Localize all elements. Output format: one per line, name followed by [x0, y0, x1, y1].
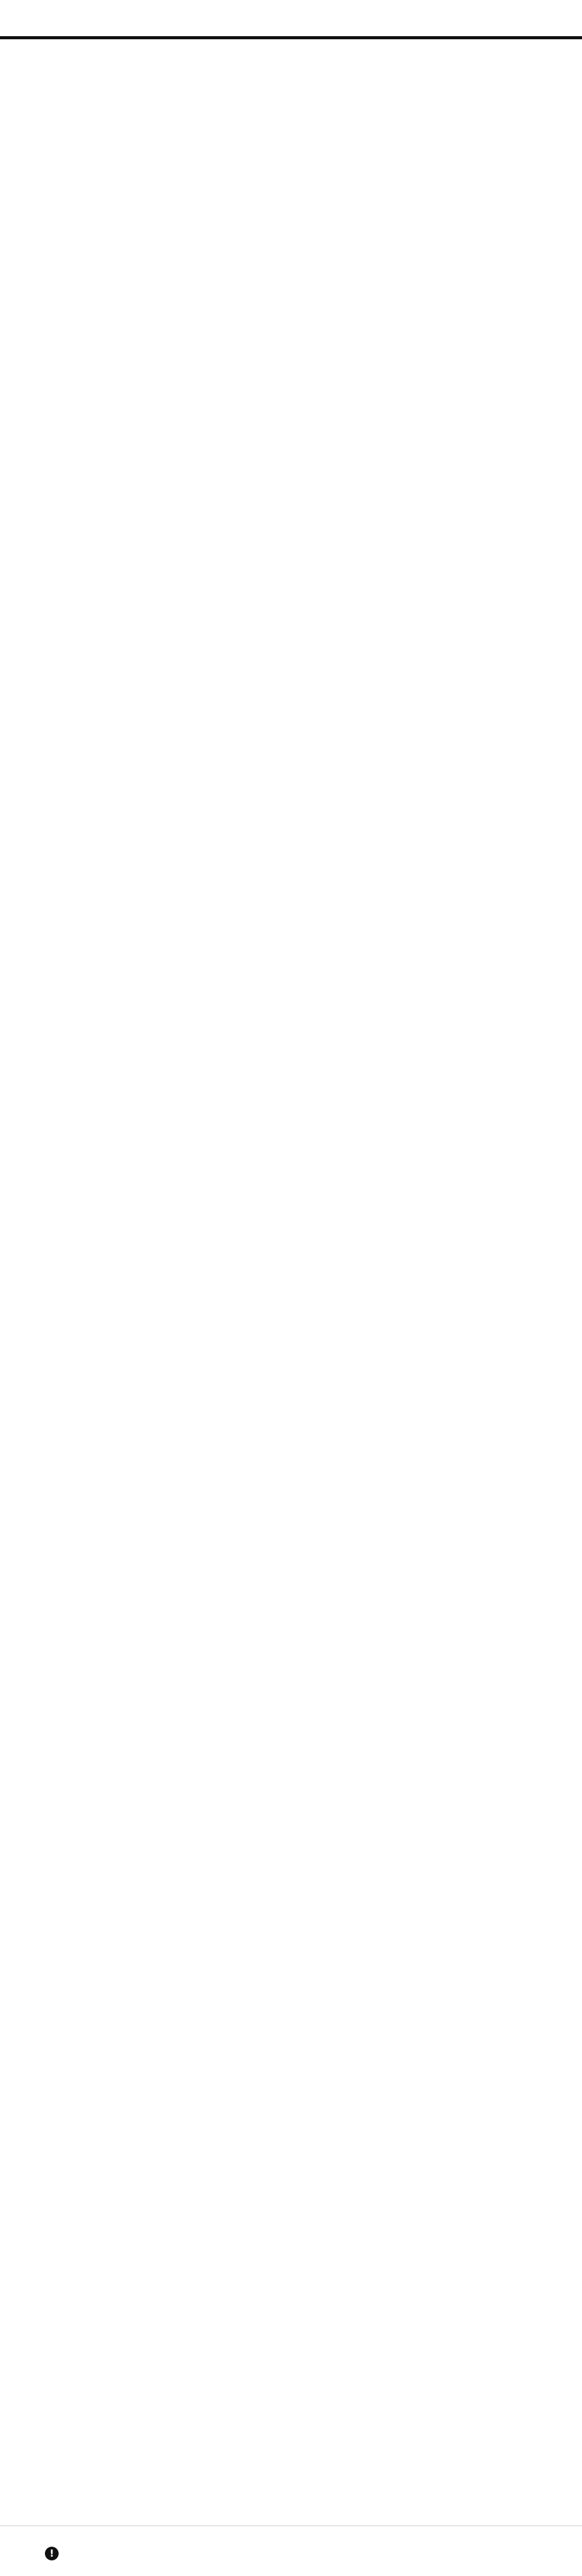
- title-divider: [0, 36, 582, 39]
- exclamation-icon: !: [45, 2547, 59, 2560]
- footer-divider: [0, 2525, 582, 2526]
- copyright-notice: [45, 2547, 65, 2560]
